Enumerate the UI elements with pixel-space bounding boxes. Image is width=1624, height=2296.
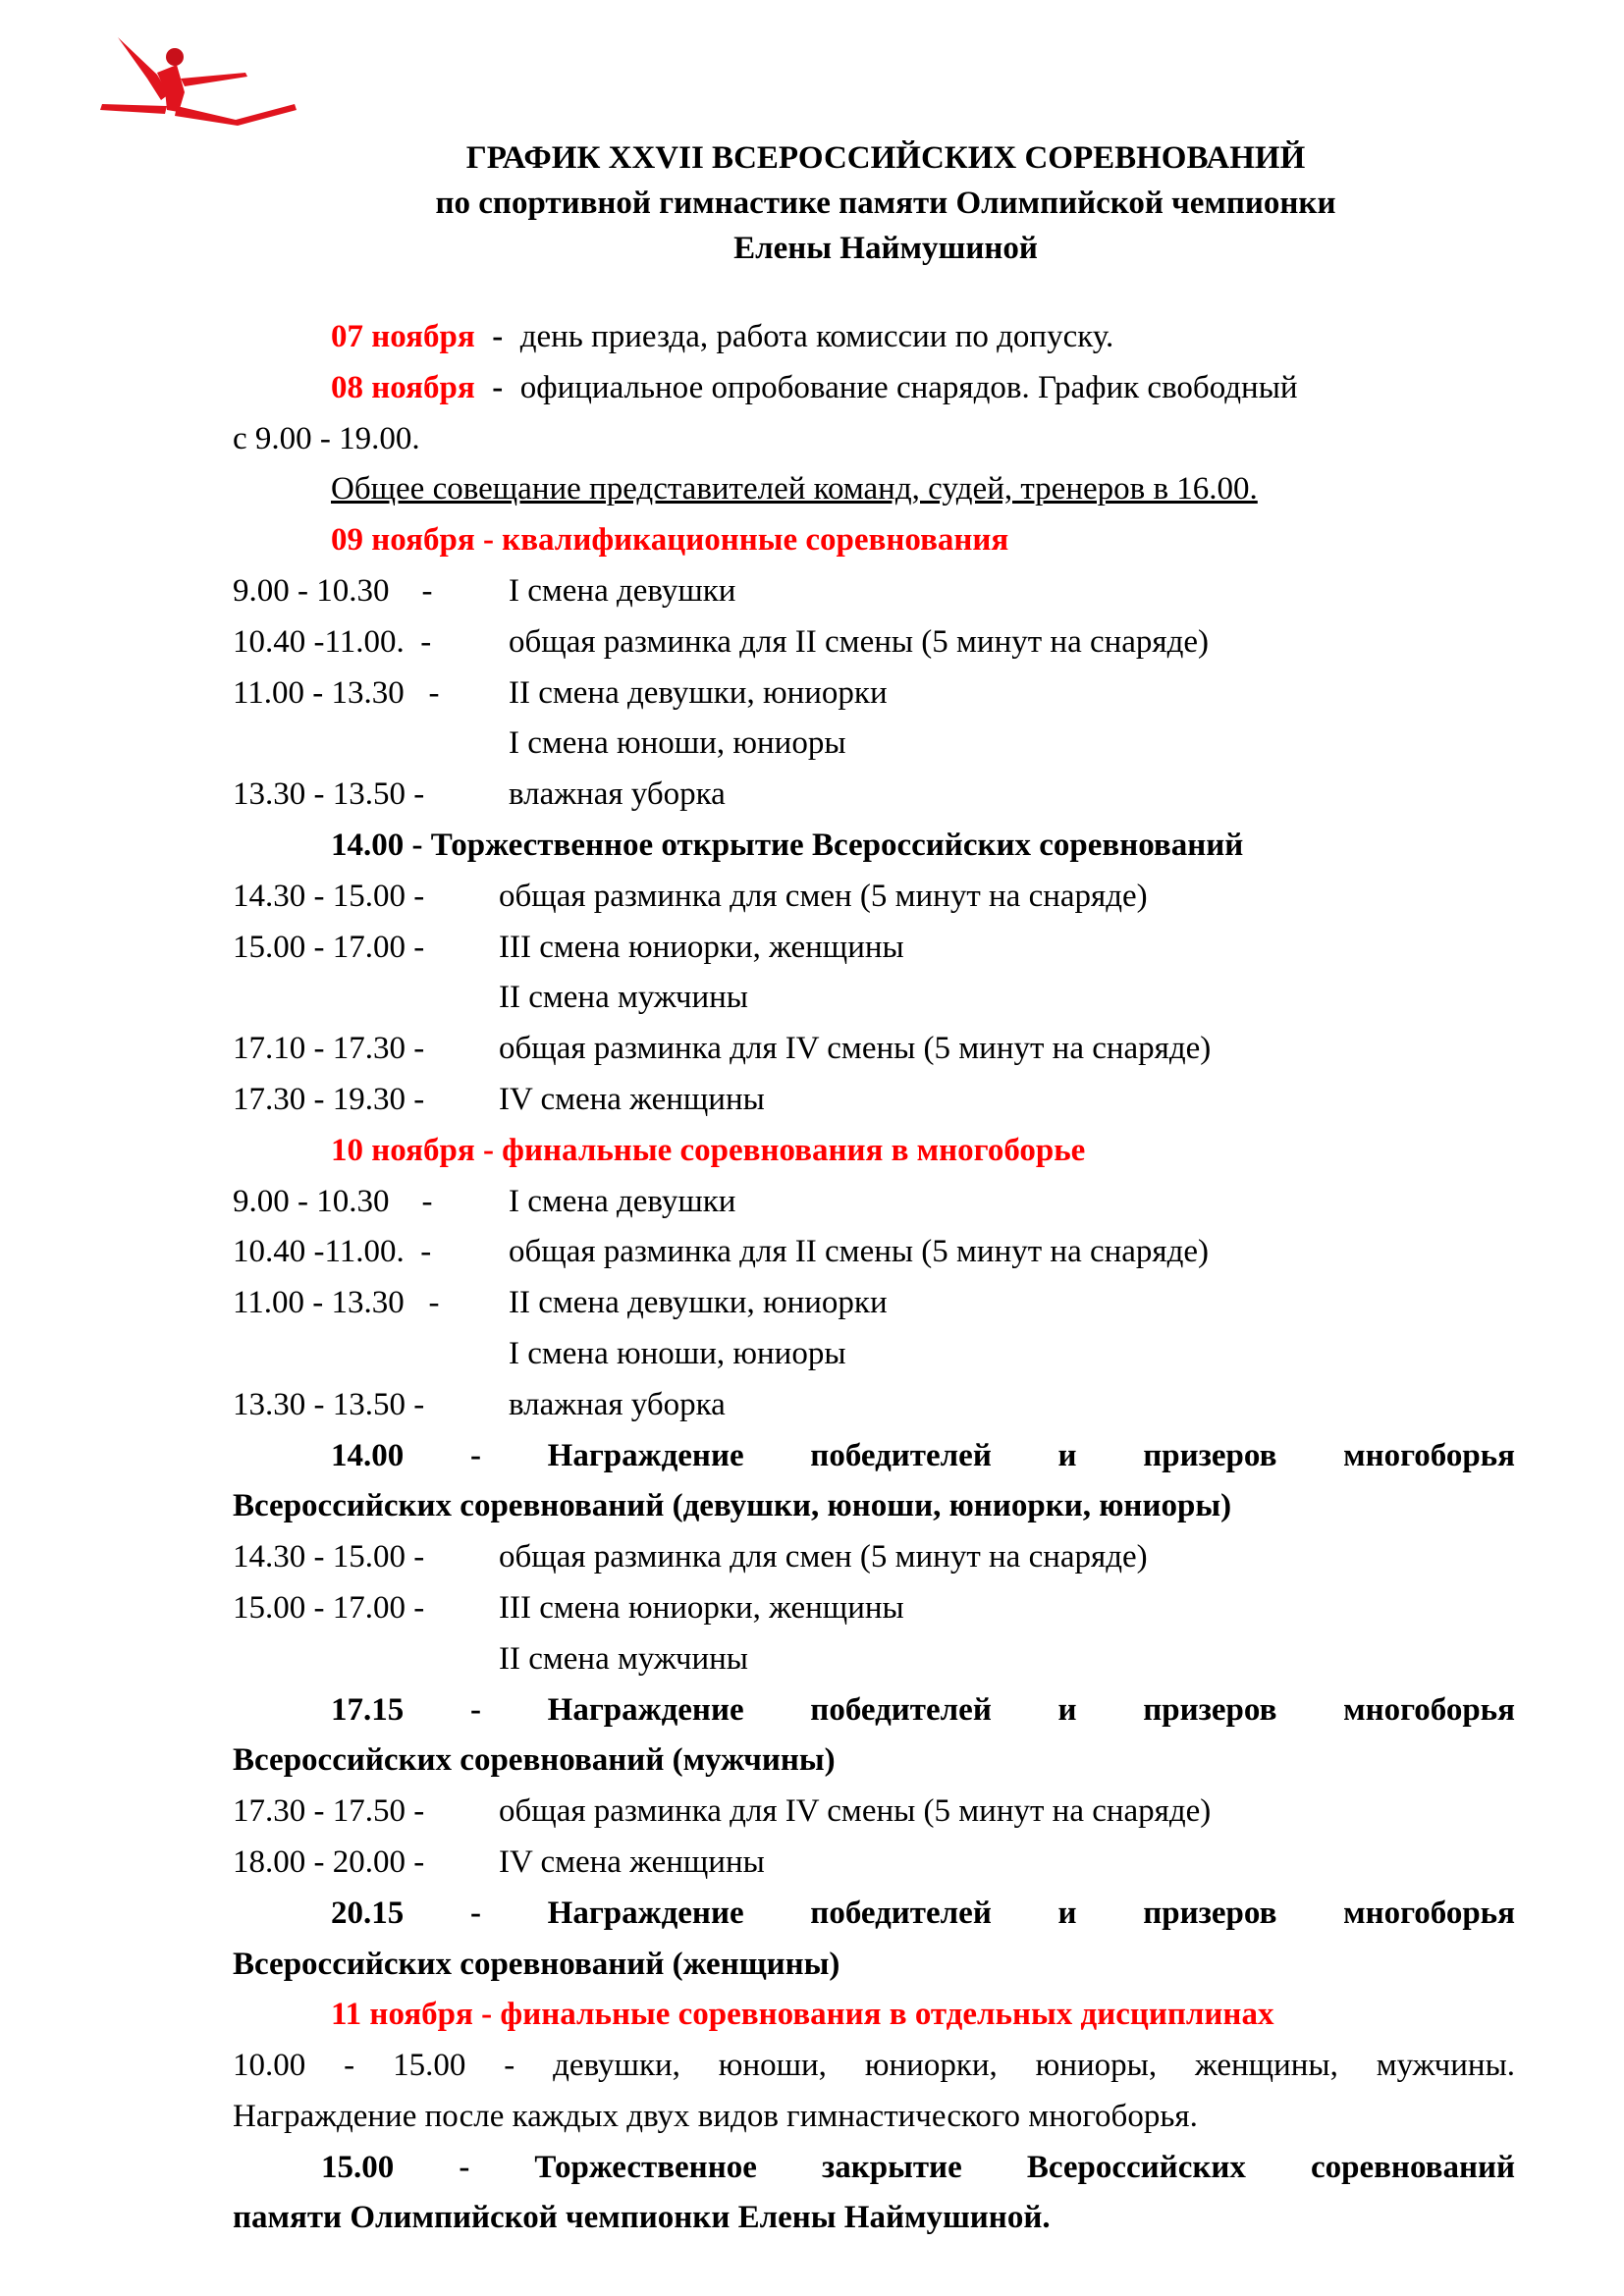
row-desc: III смена юниорки, женщины (499, 929, 904, 965)
nov8-line (233, 363, 1515, 414)
award-3 (233, 1889, 1515, 1991)
schedule-row (233, 923, 1515, 974)
row-time: 10.40 -11.00. - (233, 1234, 432, 1270)
nov7-text: день приезда, работа комиссии по допуску. (519, 319, 1114, 354)
schedule-row (233, 1634, 1515, 1685)
day11-heading: 11 ноября - финальные соревнования в отдельных дисциплинах (331, 1997, 1274, 2033)
date-label: 08 ноября (331, 369, 475, 405)
row-desc: общая разминка для IV смены (5 минут на снаряде) (499, 1031, 1212, 1067)
schedule-row (233, 668, 1515, 720)
row-time: 13.30 - 13.50 - (233, 1386, 425, 1422)
dash: - (492, 369, 504, 405)
day11-text (233, 2041, 1515, 2143)
title-line-3: Елены Наймушиной (733, 231, 1038, 266)
award-1 (233, 1431, 1515, 1533)
row-time: 15.00 - 17.00 - (233, 1589, 425, 1626)
row-time: 10.40 -11.00. - (233, 623, 432, 660)
row-desc: общая разминка для IV смены (5 минут на снаряде) (499, 1793, 1212, 1830)
schedule-row (233, 1838, 1515, 1889)
row-desc: I смена девушки (509, 1183, 736, 1219)
closing-line-2: памяти Олимпийской чемпионки Елены Наймушиной. (233, 2200, 1051, 2236)
schedule-body (233, 312, 1515, 2244)
schedule-row (233, 1380, 1515, 1431)
row-desc: общая разминка для смен (5 минут на снаряде) (499, 878, 1148, 914)
row-desc: IV смена женщины (499, 1081, 765, 1117)
award-1-line-2: Всероссийских соревнований (девушки, юноши, юниорки, юниоры) (233, 1488, 1232, 1524)
schedule-row (233, 719, 1515, 770)
schedule-row (233, 1329, 1515, 1380)
row-desc: влажная уборка (509, 776, 726, 813)
meeting-note: Общее совещание представителей команд, судей, тренеров в 16.00. (331, 471, 1258, 507)
row-desc: общая разминка для II смены (5 минут на снаряде) (509, 623, 1210, 660)
schedule-row (233, 617, 1515, 668)
award-1-line-1: 14.00 - Награждение победителей и призеров многоборья (331, 1437, 1515, 1473)
opening-line: 14.00 - Торжественное открытие Всероссийских соревнований (331, 827, 1244, 863)
row-time: 17.10 - 17.30 - (233, 1031, 425, 1067)
row-desc: общая разминка для II смены (5 минут на снаряде) (509, 1234, 1210, 1270)
closing (233, 2143, 1515, 2245)
closing-line-1: 15.00 - Торжественное закрытие Всероссийских соревнований (321, 2149, 1515, 2185)
nov8-cont: с 9.00 - 19.00. (233, 420, 420, 456)
schedule-row (233, 1227, 1515, 1278)
row-desc: влажная уборка (509, 1386, 726, 1422)
row-time: 18.00 - 20.00 - (233, 1843, 425, 1880)
row-desc: II смена мужчины (499, 1640, 748, 1677)
title-line-2: по спортивной гимнастике памяти Олимпийской чемпионки (435, 186, 1336, 221)
row-time: 11.00 - 13.30 - (233, 1285, 440, 1321)
schedule-row (233, 1787, 1515, 1838)
row-time: 17.30 - 19.30 - (233, 1081, 425, 1117)
schedule-row (233, 770, 1515, 821)
schedule-row (233, 1075, 1515, 1126)
row-time: 14.30 - 15.00 - (233, 1539, 425, 1575)
schedule-row (233, 872, 1515, 923)
row-time: 11.00 - 13.30 - (233, 674, 440, 711)
row-time: 13.30 - 13.50 - (233, 776, 425, 813)
row-desc: II смена девушки, юниорки (509, 1285, 888, 1321)
schedule-row (233, 1532, 1515, 1583)
date-label: 07 ноября (331, 319, 475, 354)
row-time: 15.00 - 17.00 - (233, 929, 425, 965)
schedule-row (233, 973, 1515, 1024)
schedule-row (233, 1278, 1515, 1329)
row-desc: I смена юноши, юниоры (509, 725, 846, 762)
day11-line-1: 10.00 - 15.00 - девушки, юноши, юниорки, юниоры, женщины, мужчины. (233, 2048, 1515, 2084)
award-3-line-2: Всероссийских соревнований (женщины) (233, 1946, 840, 1982)
day11-line-2: Награждение после каждых двух видов гимнастического многоборья. (233, 2098, 1198, 2134)
nov7-line (233, 312, 1515, 363)
row-desc: III смена юниорки, женщины (499, 1589, 904, 1626)
day9-heading: 09 ноября - квалификационные соревнования (331, 522, 1009, 559)
day10-heading: 10 ноября - финальные соревнования в многоборье (331, 1132, 1086, 1168)
row-desc: общая разминка для смен (5 минут на снаряде) (499, 1539, 1148, 1575)
schedule-row (233, 566, 1515, 617)
document-title (0, 135, 1624, 271)
row-time: 9.00 - 10.30 - (233, 1183, 433, 1219)
award-3-line-1: 20.15 - Награждение победителей и призеров многоборья (331, 1895, 1515, 1931)
row-desc: I смена юноши, юниоры (509, 1335, 846, 1371)
schedule-row (233, 1177, 1515, 1228)
row-desc: II смена мужчины (499, 980, 748, 1016)
row-time: 17.30 - 17.50 - (233, 1793, 425, 1830)
award-2 (233, 1685, 1515, 1788)
row-time: 14.30 - 15.00 - (233, 878, 425, 914)
row-desc: IV смена женщины (499, 1843, 765, 1880)
title-line-1: ГРАФИК XXVII ВСЕРОССИЙСКИХ СОРЕВНОВАНИЙ (465, 140, 1306, 176)
row-time: 9.00 - 10.30 - (233, 572, 433, 609)
dash: - (492, 319, 504, 354)
gymnast-logo-icon (98, 35, 299, 129)
nov8-text: официальное опробование снарядов. График свободный (519, 369, 1298, 405)
schedule-row (233, 1583, 1515, 1634)
award-2-line-1: 17.15 - Награждение победителей и призеров многоборья (331, 1691, 1515, 1728)
award-2-line-2: Всероссийских соревнований (мужчины) (233, 1742, 836, 1779)
schedule-row (233, 1024, 1515, 1075)
row-desc: II смена девушки, юниорки (509, 674, 888, 711)
row-desc: I смена девушки (509, 572, 736, 609)
